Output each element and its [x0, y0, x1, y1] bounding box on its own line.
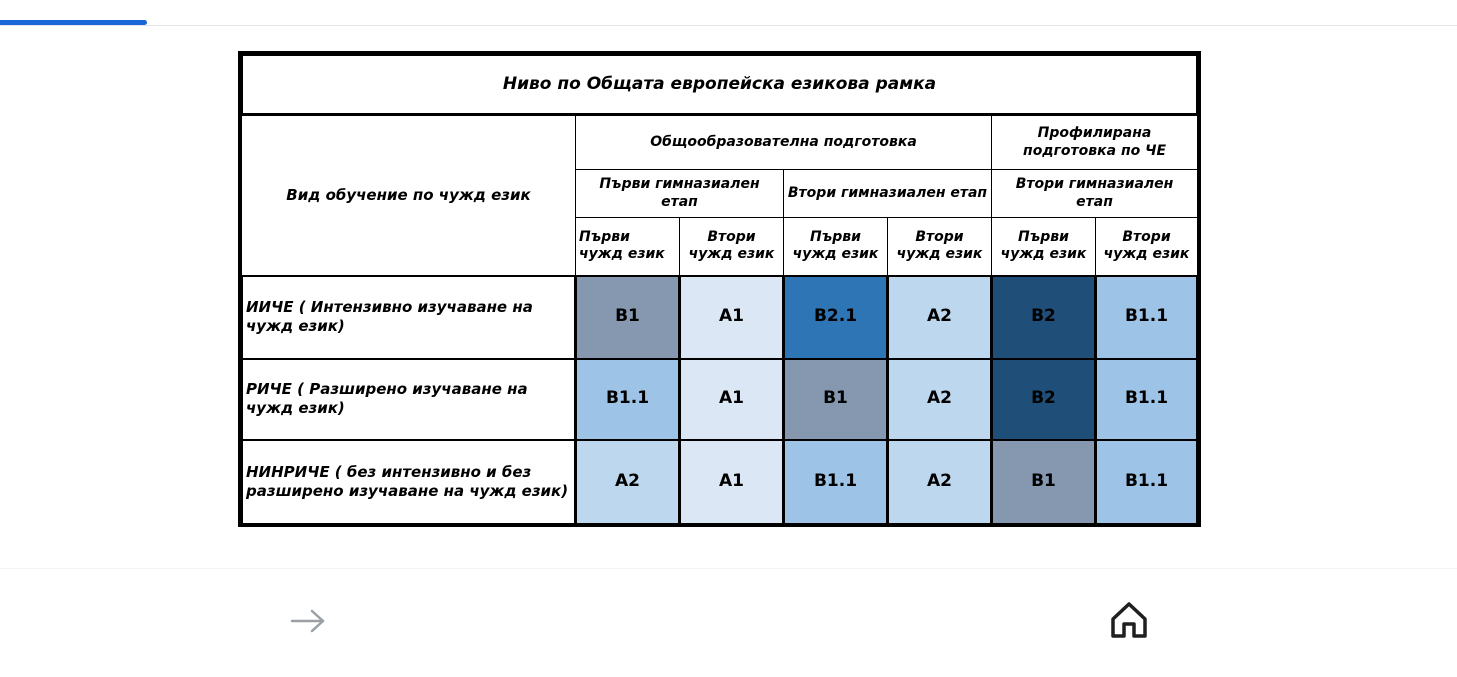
- level-cell: A2: [888, 440, 992, 524]
- level-cell: A1: [680, 440, 784, 524]
- next-button[interactable]: [286, 603, 330, 639]
- level-cell: B1.1: [1096, 276, 1198, 359]
- level-cell: A1: [680, 276, 784, 359]
- language-header: Първи чужд език: [784, 218, 888, 276]
- row-label: РИЧЕ ( Разширено изучаване на чужд език): [242, 359, 576, 440]
- cefr-level-table: [240, 53, 1199, 525]
- level-cell: A2: [888, 276, 992, 359]
- language-header: Първи чужд език: [992, 218, 1096, 276]
- stage-header: Втори гимназиален етап: [784, 170, 992, 218]
- level-cell: B1.1: [784, 440, 888, 524]
- language-header: Първи чужд език: [576, 218, 680, 276]
- general-education-header: Общообразователна подготовка: [576, 115, 992, 170]
- table-row: [242, 276, 1198, 359]
- table-title: Ниво по Общата европейска езикова рамка: [242, 55, 1198, 115]
- progress-bar: [0, 20, 147, 25]
- level-cell: B1.1: [1096, 440, 1198, 524]
- stage-header: Втори гимназиален етап: [992, 170, 1198, 218]
- top-bar: [0, 0, 1457, 26]
- level-cell: B1: [992, 440, 1096, 524]
- level-cell: B1.1: [1096, 359, 1198, 440]
- home-icon: [1109, 600, 1149, 640]
- language-header: Втори чужд език: [1096, 218, 1198, 276]
- level-cell: A2: [888, 359, 992, 440]
- language-header: Втори чужд език: [680, 218, 784, 276]
- level-cell: B2: [992, 276, 1096, 359]
- table-row: [242, 440, 1198, 524]
- home-button[interactable]: [1107, 598, 1151, 642]
- table-row: [242, 359, 1198, 440]
- level-cell: B2: [992, 359, 1096, 440]
- stage-header: Първи гимназиален етап: [576, 170, 784, 218]
- row-label: ИИЧЕ ( Интензивно изучаване на чужд език): [242, 276, 576, 359]
- profiled-education-header: Профилирана подготовка по ЧЕ: [992, 115, 1198, 170]
- language-header: Втори чужд език: [888, 218, 992, 276]
- row-label: НИНРИЧЕ ( без интензивно и без разширено изучаване на чужд език): [242, 440, 576, 524]
- training-type-header: Вид обучение по чужд език: [242, 115, 576, 276]
- level-cell: B1: [784, 359, 888, 440]
- bottom-nav-bar: [0, 568, 1457, 677]
- arrow-right-icon: [288, 606, 328, 636]
- level-cell: A1: [680, 359, 784, 440]
- level-cell: A2: [576, 440, 680, 524]
- level-cell: B1.1: [576, 359, 680, 440]
- level-cell: B1: [576, 276, 680, 359]
- level-cell: B2.1: [784, 276, 888, 359]
